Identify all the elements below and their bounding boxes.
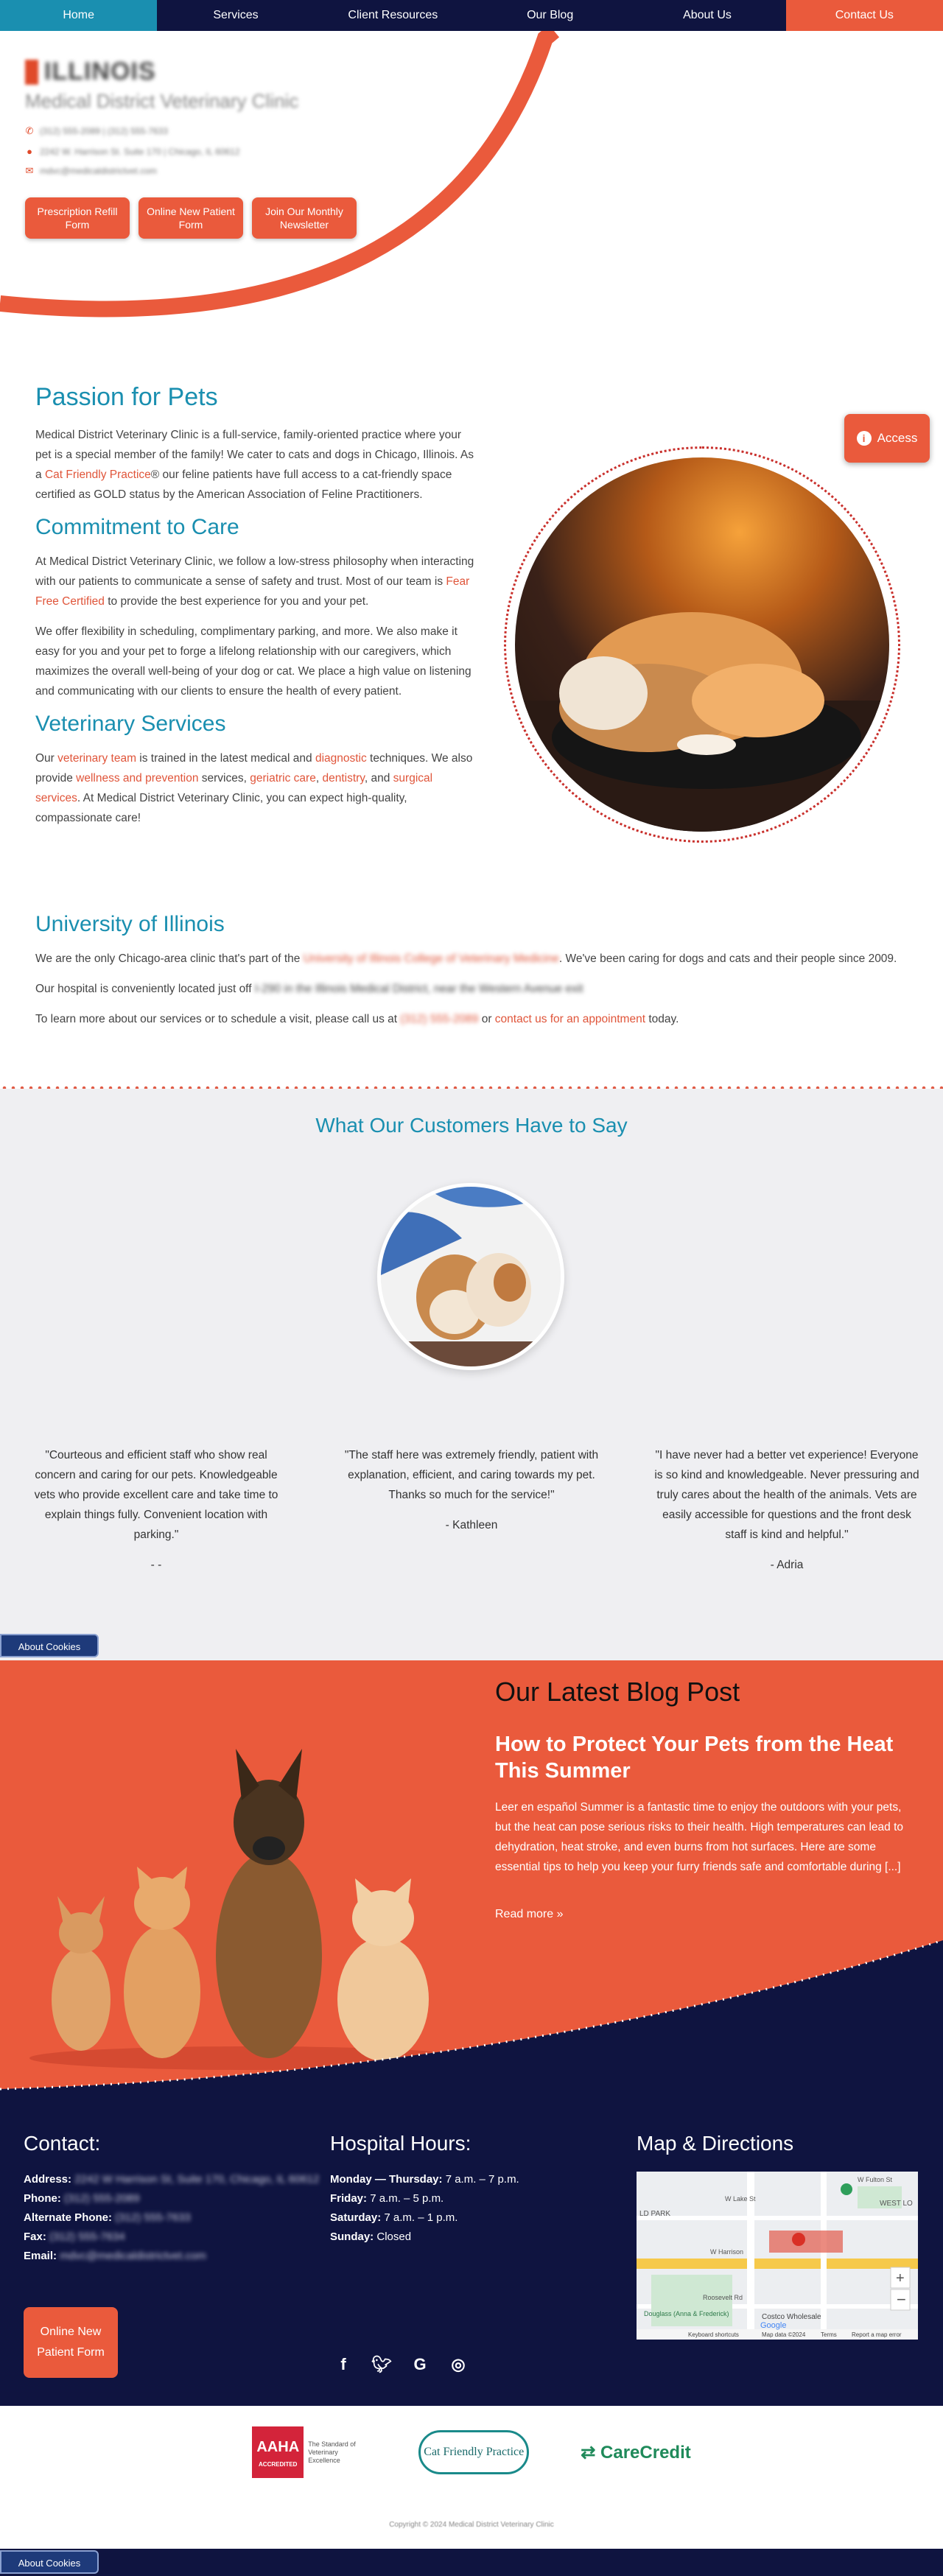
footer-contact-heading: Contact: [24,2132,101,2155]
text: or [478,1013,495,1025]
label: Address: [24,2173,72,2186]
link-diagnostic[interactable]: diagnostic [315,752,367,765]
map-label-data: Map data ©2024 [762,2331,806,2338]
link-fear-free[interactable]: Fear Free Certified [35,575,470,608]
location-text: I-290 in the Illinois Medical District, near the Western Avenue exit [254,983,583,995]
link-surgical[interactable]: surgical services [35,772,433,804]
accessibility-label: Access [877,431,918,445]
nav-our-blog[interactable]: Our Blog [527,9,574,21]
map-label-harrison: W Harrison [710,2248,744,2256]
paragraph-university-3 [35,1009,905,1029]
header-email[interactable] [25,165,157,177]
text: Our [35,752,58,765]
text: Medical District Veterinary Clinic is a full-service, family-oriented practice where your pet is a special member of the family! We cater to cats and dogs in Chicago, Illinois. As a [35,429,474,481]
day: Sunday: [330,2231,374,2243]
hours-row [330,2170,519,2189]
accessibility-button[interactable] [844,414,930,463]
map-label-douglass: Douglass (Anna & Frederick) [644,2310,729,2317]
time: 7 a.m. – 1 p.m. [384,2211,458,2224]
footer-map-heading: Map & Directions [637,2132,794,2155]
paragraph-passion [35,425,477,505]
site-footer [0,2102,943,2406]
footer-new-patient-button[interactable]: Online New Patient Form [24,2307,118,2378]
facebook-icon[interactable]: f [340,2355,346,2373]
testimonial-author: - Kathleen [445,1519,498,1531]
map-label-lake: W Lake St [725,2195,756,2203]
footer-alt-phone [24,2208,319,2228]
nav-home[interactable]: Home [0,0,157,31]
map-label-shortcuts: Keyboard shortcuts [688,2331,739,2338]
svg-text:−: − [897,2290,906,2309]
time: 7 a.m. – 7 p.m. [445,2173,519,2186]
copyright-text [0,2521,943,2529]
accessibility-icon: i [857,431,872,446]
label: Fax: [24,2231,46,2243]
newsletter-button[interactable]: Join Our Monthly Newsletter [252,197,357,239]
footer-phone [24,2189,319,2208]
footer-fax [24,2228,319,2247]
text: services, [198,772,250,785]
cat-dog-photo-frame [504,446,900,843]
cat-and-dog-photo [515,457,889,832]
link-contact-appointment[interactable]: contact us for an appointment [494,1013,646,1025]
testimonial-1 [24,1445,289,1575]
bottom-bar [0,2549,943,2576]
cat-friendly-practice-logo[interactable]: Cat Friendly Practice [418,2430,529,2474]
aaha-sub: ACCREDITED [259,2461,298,2468]
blog-wave-decoration [0,1660,943,2102]
blog-section [0,1660,943,2102]
copyright-value: Copyright © 2024 Medical District Veterinary Clinic [389,2521,554,2529]
testimonial-text: "I have never had a better vet experience! Everyone is so kind and knowledgeable. Never pressuring and truly cares about the health of the animals. Vets are easily accessible for questions and the front desk staff is kind and helpful." [654,1449,919,1541]
testimonial-3 [654,1445,919,1575]
text: ® our feline patients have full access to a cat-friendly space certified as GOLD status by the American Association of Feline Practitioners. [35,468,452,501]
header-buttons [25,197,357,239]
prescription-refill-button[interactable]: Prescription Refill Form [25,197,130,239]
blog-post-title[interactable]: How to Protect Your Pets from the Heat This Summer [495,1733,894,1783]
map-label-fulton: W Fulton St [858,2176,893,2183]
link-cat-friendly[interactable]: Cat Friendly Practice [44,468,151,481]
text: to provide the best experience for you and your pet. [104,595,369,608]
heading-passion: Passion for Pets [35,383,218,411]
map-pin-icon: ● [27,146,32,157]
hours-row [330,2189,519,2208]
footer-email [24,2247,319,2266]
testimonial-author: - Adria [770,1559,804,1571]
link-dentistry[interactable]: dentistry [322,772,365,785]
text: We are the only Chicago-area clinic that's part of the [35,952,304,965]
map-label-park: LD PARK [639,2210,671,2218]
map-label-report: Report a map error [852,2331,902,2338]
footer-address [24,2170,319,2189]
testimonial-text: "Courteous and efficient staff who show real concern and caring for our pets. Knowledgeable vets who provide excellent care and take time to explain things fully. Convenient location with parking." [34,1449,278,1541]
heading-services: Veterinary Services [35,712,226,736]
heading-university: University of Illinois [35,912,225,936]
text: is trained in the latest medical and [136,752,315,765]
label: Alternate Phone: [24,2211,113,2224]
map-label-west-loop: WEST LO [880,2200,913,2208]
testimonials-section [0,1089,943,1660]
intro-content [35,383,477,838]
header-address-text: 2242 W. Harrison St. Suite 170 | Chicago, IL 60612 [40,146,240,157]
paragraph-university-1 [35,949,905,969]
value[interactable]: (312) 555-7633 [115,2211,191,2224]
link-phone[interactable]: (312) 555-2089 [400,1013,479,1025]
footer-contact [24,2132,319,2266]
university-section [35,912,905,1039]
logo-text: ILLINOIS [44,57,156,85]
nav-about-us[interactable]: About Us [683,9,732,21]
footer-hours-heading: Hospital Hours: [330,2132,472,2155]
google-map[interactable] [637,2172,918,2340]
value[interactable]: mdvc@medicaldistrictvet.com [60,2250,206,2262]
phone-icon: ✆ [25,125,34,136]
google-icon[interactable]: G [413,2355,427,2373]
link-university[interactable]: University of Illinois College of Veterinary Medicine [303,952,559,965]
blog-heading: Our Latest Blog Post [495,1677,740,1707]
paragraph-commitment-2: We offer flexibility in scheduling, complimentary parking, and more. We also make it easy for you and your pet to forge a lifelong relationship with our caregivers, which maximizes the overall well-being of your dog or cat. We place a high value on listening and communicating with our clients to ensure the health of every patient. [35,625,472,698]
footer-hours [330,2132,519,2247]
nav-client-resources[interactable]: Client Resources [348,9,438,21]
text: Our hospital is conveniently located just off [35,983,255,995]
link-veterinary-team[interactable]: veterinary team [57,752,136,765]
instagram-icon[interactable]: ◎ [451,2355,466,2373]
text: . We've been caring for dogs and cats and their people since 2009. [558,952,897,965]
read-more-link[interactable]: Read more » [495,1908,564,1920]
map-label-google: Google [760,2321,787,2330]
social-links [333,2354,469,2375]
testimonial-text: "The staff here was extremely friendly, patient with explanation, efficient, and caring towards my pet. Thanks so much for the service!" [344,1449,599,1501]
aaha-text: AAHA [256,2439,300,2455]
nav-contact-us[interactable]: Contact Us [786,0,943,31]
carecredit-logo[interactable] [581,2442,691,2463]
text: , and [364,772,393,785]
nav-services[interactable]: Services [213,9,259,21]
about-cookies-button-bottom[interactable]: About Cookies [0,2550,99,2574]
header-email-text: mdvc@medicaldistrictvet.com [40,166,157,176]
text: To learn more about our services or to schedule a visit, please call us at [35,1013,401,1025]
text: . At Medical District Veterinary Clinic, you can expect high-quality, compassionate care! [35,792,407,824]
text: , [315,772,323,785]
header-address[interactable] [25,146,240,157]
testimonials-heading: What Our Customers Have to Say [315,1114,628,1137]
clinic-name: Medical District Veterinary Clinic [25,90,299,112]
value[interactable]: 2242 W Harrison St, Suite 170, Chicago, IL 60612 [74,2173,320,2186]
aaha-logo[interactable] [252,2426,367,2478]
header-phone-text: (312) 555-2089 | (312) 555-7633 [40,126,168,136]
affiliation-logos [0,2426,943,2478]
site-header [0,31,943,340]
text: techniques. We also provide [35,752,473,785]
map-label-roosevelt: Roosevelt Rd [703,2294,743,2301]
testimonial-2 [339,1445,604,1535]
day: Monday — Thursday: [330,2173,443,2186]
paragraph-university-2 [35,979,905,999]
header-phone[interactable] [25,125,168,137]
illinois-logo-icon [25,60,38,85]
footer-map-section [637,2132,793,2170]
value[interactable]: (312) 555-2089 [64,2192,140,2205]
text: today. [645,1013,679,1025]
testimonial-author: - - [150,1559,162,1571]
new-patient-form-button[interactable]: Online New Patient Form [139,197,243,239]
day: Saturday: [330,2211,382,2224]
label: Email: [24,2250,57,2262]
time: 7 a.m. – 5 p.m. [370,2192,444,2205]
label: Phone: [24,2192,61,2205]
blog-post-excerpt: Leer en español Summer is a fantastic time to enjoy the outdoors with your pets, but the heat can pose serious risks to their health. High temperatures can lead to dehydration, heat stroke, and even burns from hot surfaces. Here are some essential tips to help you keep your furry friends safe and comfortable during [...] [495,1801,904,1873]
aaha-tagline: The Standard of Veterinary Excellence [308,2440,356,2464]
hours-row [330,2228,519,2247]
clinic-logo[interactable] [25,57,156,86]
hours-row [330,2208,519,2228]
carecredit-text: CareCredit [600,2442,691,2463]
envelope-icon: ✉ [25,165,34,176]
map-label-terms: Terms [821,2331,837,2338]
time: Closed [376,2231,412,2243]
main-nav [0,0,943,31]
heading-commitment: Commitment to Care [35,515,239,539]
about-cookies-button[interactable]: About Cookies [0,1634,99,1657]
link-geriatric[interactable]: geriatric care [250,772,316,785]
text: At Medical District Veterinary Clinic, we follow a low-stress philosophy when interacting with our patients to communicate a sense of safety and trust. Most of our team is [35,555,474,588]
svg-text:+: + [896,2270,905,2287]
value: (312) 555-7634 [49,2231,125,2243]
paragraph-commitment-1 [35,552,477,611]
twitter-icon[interactable]: 🐦︎ [371,2355,392,2373]
map-label-costco: Costco Wholesale [762,2313,821,2321]
paragraph-services [35,748,477,828]
link-wellness[interactable]: wellness and prevention [76,772,199,785]
puppies-photo [377,1183,564,1370]
carecredit-swoosh-icon: ⇄ [581,2442,596,2463]
day: Friday: [330,2192,368,2205]
